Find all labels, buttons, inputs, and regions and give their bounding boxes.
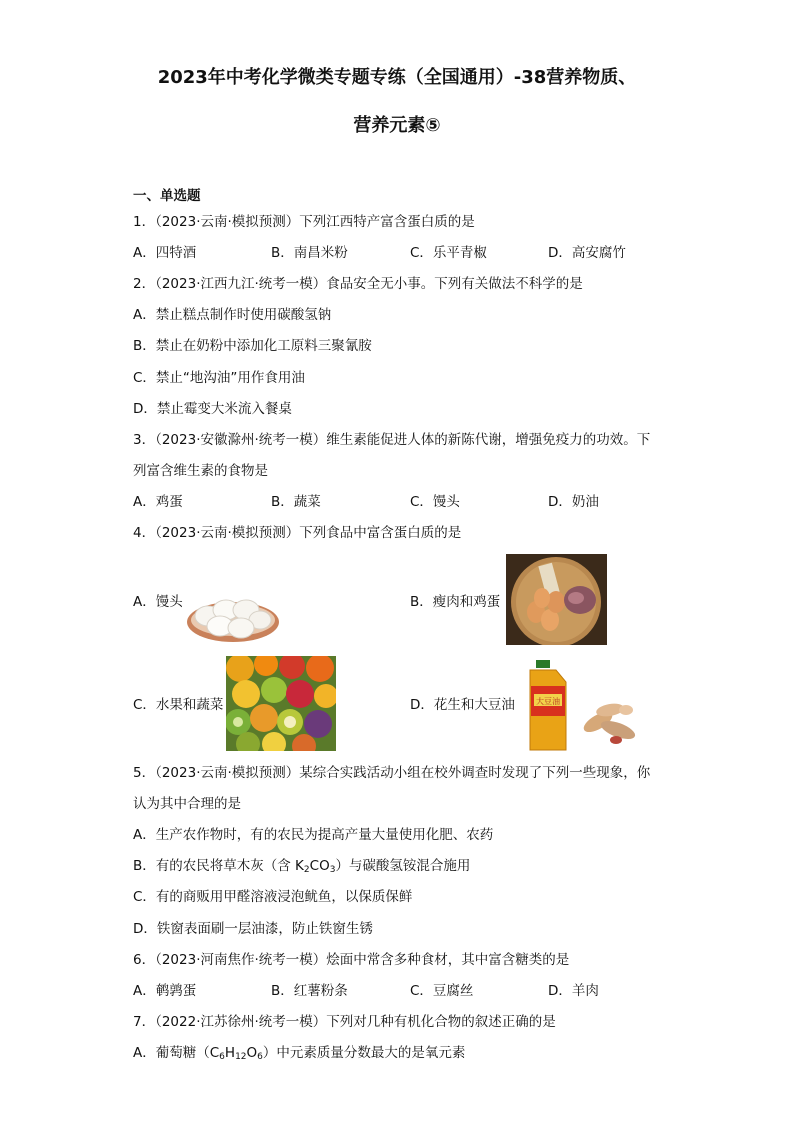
q3-option-d: D．奶油 [548,494,599,510]
q2-option-c: C．禁止“地沟油”用作食用油 [133,370,305,386]
q2-option-a: A．禁止糕点制作时使用碳酸氢钠 [133,307,332,323]
q6-stem: 6．（2023·河南焦作·统考一模）烩面中常含多种食材，其中富含糖类的是 [133,952,570,968]
title-line-1: 2023年中考化学微类专题专练（全国通用）-38营养物质、 [157,67,637,88]
q1-option-d: D．高安腐竹 [548,245,626,261]
q6-option-a: A．鹌鹑蛋 [133,983,197,999]
q1-option-b: B．南昌米粉 [271,245,348,261]
q5-option-a: A．生产农作物时，有的农民为提高产量大量使用化肥、农药 [133,827,494,843]
q3-stem-line2: 列富含维生素的食物是 [133,463,268,479]
q2-stem: 2．（2023·江西九江·统考一模）食品安全无小事。下列有关做法不科学的是 [133,276,583,292]
q1-stem: 1．（2023·云南·模拟预测）下列江西特产富含蛋白质的是 [133,214,475,230]
q6-option-d: D．羊肉 [548,983,599,999]
q5-stem-line2: 认为其中合理的是 [133,796,241,812]
q3-stem-line1: 3．（2023·安徽滁州·统考一模）维生素能促进人体的新陈代谢，增强免疫力的功效。下 [133,432,651,448]
q7-option-a: A．葡萄糖$(C_6H_{12}O_6)$中元素质量分数最大的是氧元素 [133,1045,466,1062]
q4-option-c: C．水果和蔬菜 [133,697,224,713]
q1-option-c: C．乐平青椒 [410,245,487,261]
oil-bottle-label: 大豆油 [536,697,560,706]
q2-option-d: D．禁止霉变大米流入餐桌 [133,401,292,417]
q5-option-c: C．有的商贩用甲醛溶液浸泡鱿鱼，以保质保鲜 [133,889,413,905]
q7-stem: 7．（2022·江苏徐州·统考一模）下列对几种有机化合物的叙述正确的是 [133,1014,556,1030]
q3-option-b: B．蔬菜 [271,494,321,510]
q3-option-c: C．馒头 [410,494,460,510]
peanut-and-soybean-oil-image [526,660,642,752]
q6-option-c: C．豆腐丝 [410,983,474,999]
q3-option-a: A．鸡蛋 [133,494,183,510]
q5-option-b: B．有的农民将草木灰（含 $K_2CO_3$）与碳酸氢铵混合施用 [133,858,471,875]
q1-option-a: A．四特酒 [133,245,197,261]
steamed-buns-image [186,586,281,644]
q4-stem: 4．（2023·云南·模拟预测）下列食品中富含蛋白质的是 [133,525,462,541]
meat-and-eggs-image [506,554,607,645]
q6-option-b: B．红薯粉条 [271,983,348,999]
q5-stem-line1: 5．（2023·云南·模拟预测）某综合实践活动小组在校外调查时发现了下列一些现象，你 [133,765,651,781]
q4-option-a: A．馒头 [133,594,183,610]
section-heading: 一、单选题 [133,188,201,204]
q5-option-d: D．铁窗表面刷一层油漆，防止铁窗生锈 [133,921,373,937]
title-line-2: 营养元素⑤ [353,115,441,136]
q4-option-d: D．花生和大豆油 [410,697,515,713]
q4-option-b: B．瘦肉和鸡蛋 [410,594,501,610]
q2-option-b: B．禁止在奶粉中添加化工原料三聚氰胺 [133,338,372,354]
fruits-and-vegetables-image [226,656,336,751]
